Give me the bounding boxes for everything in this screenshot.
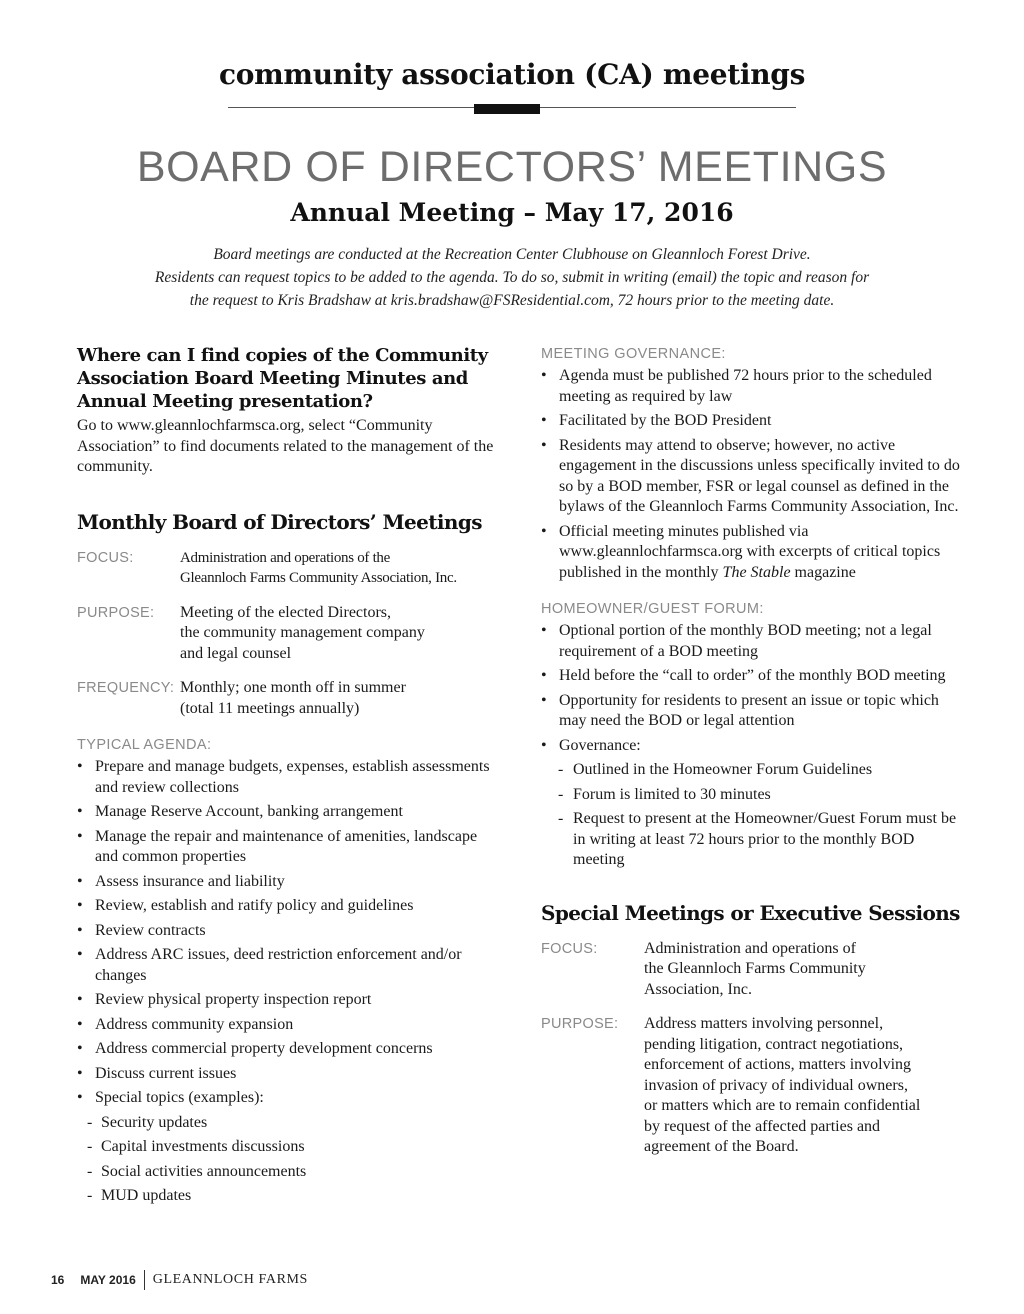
list-item: • Address ARC issues, deed restriction enforcement and/or changes bbox=[77, 946, 462, 984]
list-item: - Outlined in the Homeowner Forum Guidelines bbox=[558, 761, 873, 778]
faq-question: Where can I find copies of the Community Association Board Meeting Minutes and Annual Meeting presentation? bbox=[77, 345, 488, 412]
list-item: - Social activities announcements bbox=[87, 1162, 307, 1180]
purpose-line: invasion of privacy of individual owners, bbox=[644, 1076, 908, 1094]
page-subtitle: Annual Meeting – May 17, 2016 bbox=[290, 198, 734, 227]
focus-label: FOCUS: bbox=[77, 549, 134, 566]
list-item: • Manage the repair and maintenance of amenities, landscape and common properties bbox=[77, 827, 478, 865]
focus-line: Administration and operations of bbox=[644, 939, 856, 957]
intro-line: Board meetings are conducted at the Recreation Center Clubhouse on Gleannloch Forest Drive. bbox=[213, 246, 811, 263]
issue-date: MAY 2016 bbox=[80, 1273, 136, 1287]
forum-governance-list bbox=[541, 760, 961, 871]
list-item: • Agenda must be published 72 hours prior to the scheduled meeting as required by law bbox=[541, 367, 932, 405]
focus-line: the Gleannloch Farms Community bbox=[644, 960, 866, 977]
purpose-line: the community management company bbox=[180, 624, 425, 641]
focus-line: Administration and operations of the bbox=[180, 549, 390, 566]
list-item: - Request to present at the Homeowner/Guest Forum must be in writing at least 72 hours prior to the monthly BOD meeting bbox=[558, 810, 957, 868]
intro-line: the request to Kris Bradshaw at kris.bradshaw@FSResidential.com, 72 hours prior to the meeting date. bbox=[189, 292, 835, 309]
purpose-line: or matters which are to remain confidential bbox=[644, 1097, 921, 1114]
typical-agenda-label: TYPICAL AGENDA: bbox=[77, 737, 212, 753]
special-meetings-heading: Special Meetings or Executive Sessions bbox=[541, 900, 960, 925]
list-item: - Forum is limited to 30 minutes bbox=[558, 785, 771, 803]
right-column bbox=[541, 346, 961, 1158]
purpose-label: PURPOSE: bbox=[541, 1016, 619, 1032]
purpose-line: Address matters involving personnel, bbox=[644, 1015, 884, 1032]
special-purpose bbox=[541, 1014, 961, 1158]
page-footer bbox=[51, 1270, 308, 1290]
monthly-frequency bbox=[77, 678, 497, 719]
faq-answer: Go to www.gleannlochfarmsca.org, select “Community Association” to find documents related to the management of the community. bbox=[77, 417, 494, 475]
list-item: - Capital investments discussions bbox=[87, 1138, 305, 1155]
list-item: • Address commercial property development concerns bbox=[77, 1040, 433, 1057]
purpose-line: enforcement of actions, matters involving bbox=[644, 1056, 912, 1073]
list-item: • Special topics (examples): bbox=[77, 1089, 264, 1106]
list-item: • Governance: bbox=[541, 736, 641, 754]
list-item: • Assess insurance and liability bbox=[77, 872, 285, 890]
governance-list bbox=[541, 366, 961, 583]
left-column bbox=[77, 344, 497, 1211]
purpose-line: agreement of the Board. bbox=[644, 1138, 799, 1155]
list-item: • Review contracts bbox=[77, 921, 206, 939]
forum-label: HOMEOWNER/GUEST FORUM: bbox=[541, 601, 764, 617]
purpose-line: pending litigation, contract negotiations, bbox=[644, 1035, 904, 1053]
purpose-line: and legal counsel bbox=[180, 644, 292, 662]
monthly-purpose bbox=[77, 603, 497, 665]
publication-name: GLEANNLOCH FARMS bbox=[152, 1272, 308, 1287]
footer-divider bbox=[144, 1270, 145, 1290]
monthly-focus bbox=[77, 548, 497, 589]
list-item: • Review physical property inspection report bbox=[77, 991, 372, 1008]
list-item: - MUD updates bbox=[87, 1187, 192, 1204]
special-topics-list bbox=[77, 1113, 497, 1207]
frequency-line: Monthly; one month off in summer bbox=[180, 679, 406, 696]
list-item: • Address community expansion bbox=[77, 1015, 294, 1033]
intro-paragraph bbox=[100, 243, 924, 312]
special-focus bbox=[541, 939, 961, 1001]
purpose-line: by request of the affected parties and bbox=[644, 1117, 881, 1135]
list-item: • Manage Reserve Account, banking arrangement bbox=[77, 803, 403, 820]
meeting-governance-label: MEETING GOVERNANCE: bbox=[541, 346, 726, 362]
focus-label: FOCUS: bbox=[541, 940, 598, 957]
list-item: • Held before the “call to order” of the monthly BOD meeting bbox=[541, 667, 946, 684]
list-item: • Official meeting minutes published via www.gleannlochfarmsca.org with excerpts of critical topics published in the monthly The Stable magazine bbox=[541, 522, 941, 581]
frequency-label: FREQUENCY: bbox=[77, 680, 175, 696]
magazine-title: The Stable bbox=[722, 563, 791, 581]
page-number: 16 bbox=[51, 1273, 65, 1287]
frequency-line: (total 11 meetings annually) bbox=[180, 699, 360, 717]
list-item: • Residents may attend to observe; however, no active engagement in the discussions unless specifically invited to do so by a BOD member, FSR or legal counsel as defined in the bylaws of the Gleannloch Farms Community Association, Inc. bbox=[541, 436, 960, 515]
agenda-list bbox=[77, 757, 497, 1109]
list-item: • Prepare and manage budgets, expenses, establish assessments and review collections bbox=[77, 758, 490, 796]
title-rule-accent bbox=[474, 104, 540, 114]
page-title: BOARD OF DIRECTORS’ MEETINGS bbox=[136, 143, 888, 191]
list-item: - Security updates bbox=[87, 1113, 208, 1131]
list-item: • Optional portion of the monthly BOD meeting; not a legal requirement of a BOD meeting bbox=[541, 622, 932, 660]
focus-line: Gleannloch Farms Community Association, Inc. bbox=[180, 570, 457, 586]
list-item: • Review, establish and ratify policy and guidelines bbox=[77, 897, 414, 914]
list-item: • Discuss current issues bbox=[77, 1064, 237, 1082]
intro-line: Residents can request topics to be added to the agenda. To do so, submit in writing (email) the topic and reason for bbox=[154, 269, 870, 286]
monthly-meetings-heading: Monthly Board of Directors’ Meetings bbox=[77, 509, 482, 534]
purpose-line: Meeting of the elected Directors, bbox=[180, 603, 392, 621]
focus-line: Association, Inc. bbox=[644, 980, 752, 998]
forum-list bbox=[541, 621, 961, 756]
list-item: • Opportunity for residents to present an issue or topic which may need the BOD or legal attention bbox=[541, 691, 939, 729]
purpose-label: PURPOSE: bbox=[77, 604, 155, 621]
list-item: • Facilitated by the BOD President bbox=[541, 412, 772, 429]
section-title: community association (CA) meetings bbox=[218, 58, 806, 91]
